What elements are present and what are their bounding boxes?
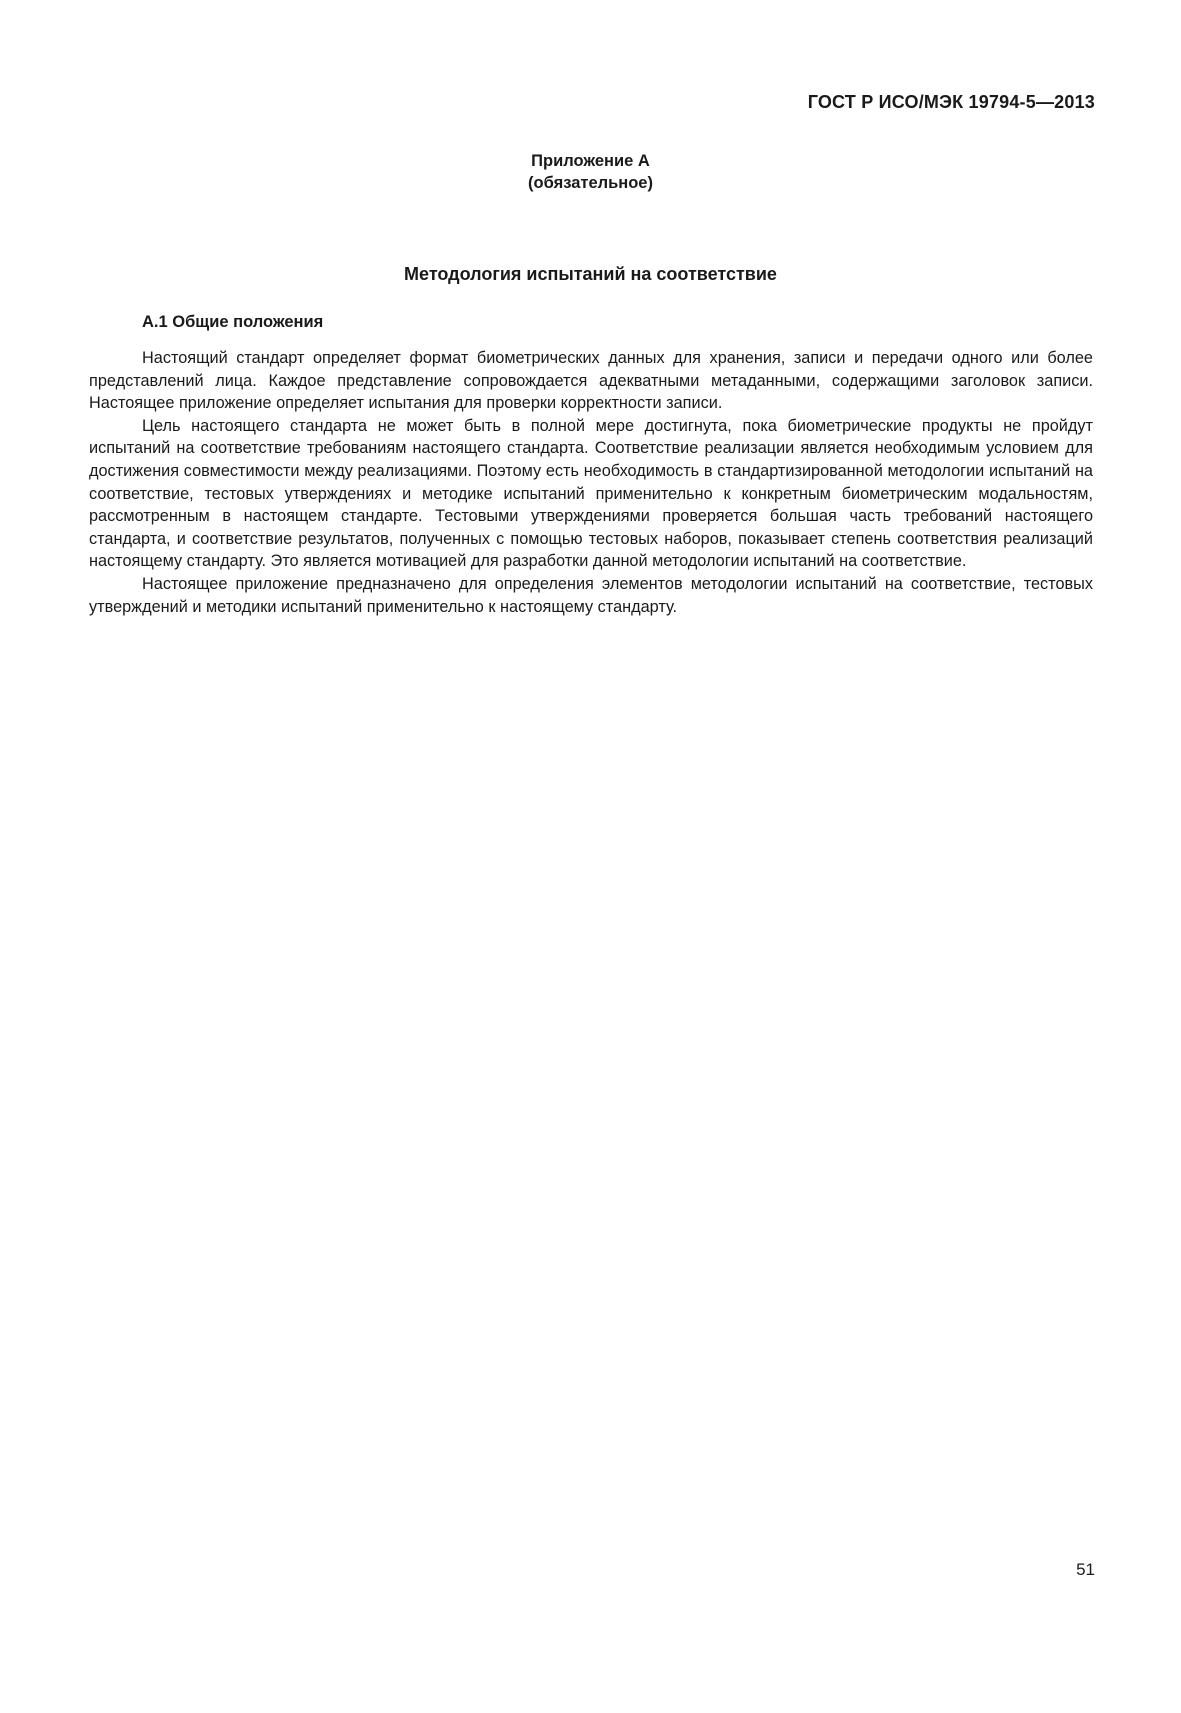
annex-label: Приложение А — [531, 152, 650, 170]
page-title: Методология испытаний на соответствие — [404, 264, 777, 284]
page-number: 51 — [1076, 1560, 1095, 1579]
annex-heading — [0, 150, 1181, 194]
annex-status: (обязательное) — [528, 174, 653, 192]
paragraph: Цель настоящего стандарта не может быть в полной мере достигнута, пока биометрические продукты не пройдут испытаний на соответствие требованиям настоящего стандарта. Соответствие реализации является необходимым условием для достижения совместимости между реализациями. Поэтому есть необходимость в стандартизированной методологии испытаний на соответствие, тестовых утверждениях и методике испытаний применительно к конкретным биометрическим модальностям, рассмотренным в настоящем стандарте. Тестовыми утверждениями проверяется большая часть требований настоящего стандарта, и соответствие результатов, полученных с помощью тестовых наборов, показывает степень соответствия реализаций настоящему стандарту. Это является мотивацией для разработки данной методологии испытаний на соответствие. — [89, 416, 1093, 571]
section-body — [89, 347, 1093, 618]
section-heading: А.1 Общие положения — [142, 313, 324, 331]
paragraph: Настоящий стандарт определяет формат биометрических данных для хранения, записи и передачи одного или более представлений лица. Каждое представление сопровождается адекватными метаданными, содержащими заголовок записи. Настоящее приложение определяет испытания для проверки корректности записи. — [89, 349, 1093, 413]
document-code: ГОСТ Р ИСО/МЭК 19794-5—2013 — [807, 92, 1095, 112]
paragraph: Настоящее приложение предназначено для определения элементов методологии испытаний на соответствие, тестовых утверждений и методики испытаний применительно к настоящему стандарту. — [89, 574, 1093, 616]
